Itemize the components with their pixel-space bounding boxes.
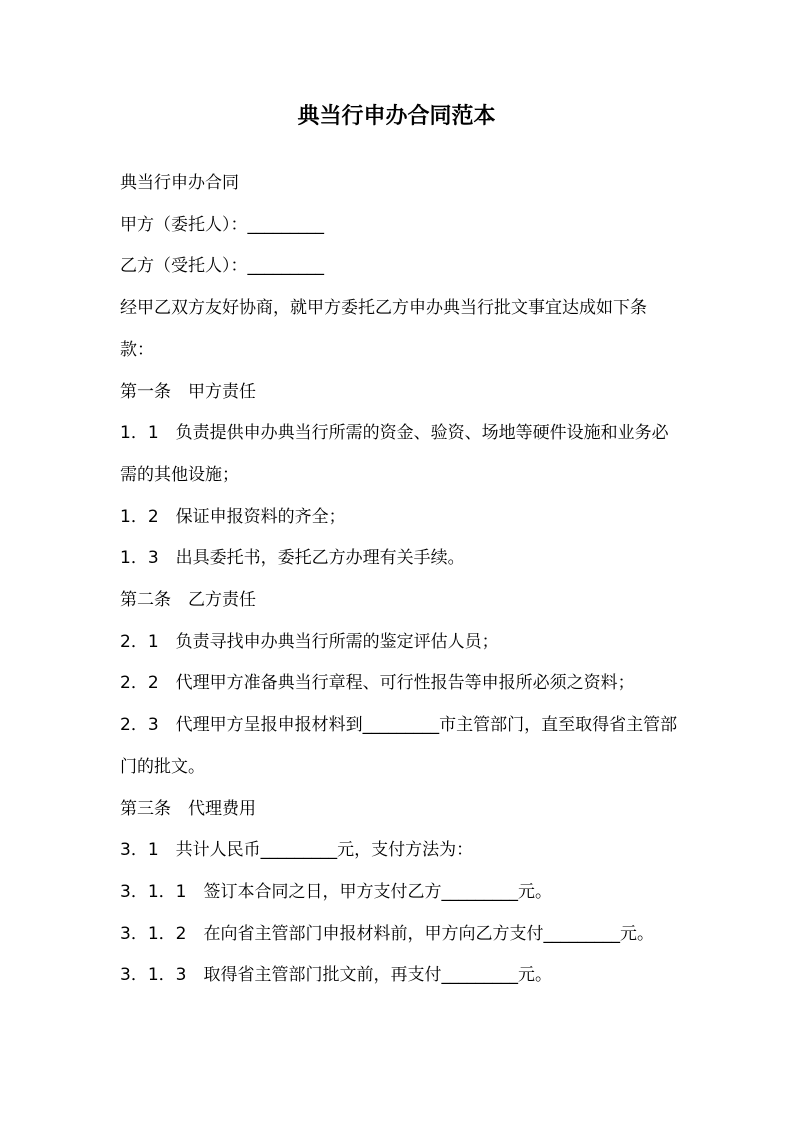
party-b-line: 乙方（受托人）：_________ (120, 256, 324, 277)
document-body (120, 163, 680, 997)
article-1-heading: 第一条 甲方责任 (120, 381, 256, 402)
clause-3-1-3: 3．1．3 取得省主管部门批文前，再支付_________元。 (120, 965, 552, 986)
article-3-heading: 第三条 代理费用 (120, 798, 256, 819)
contract-name: 典当行申办合同 (120, 173, 239, 193)
clause-2-2: 2．2 代理甲方准备典当行章程、可行性报告等申报所必须之资料； (120, 673, 635, 694)
document-title: 典当行申办合同范本 (297, 104, 496, 129)
clause-1-1: 1．1 负责提供申办典当行所需的资金、验资、场地等硬件设施和业务必需的其他设施； (120, 423, 669, 485)
clause-1-2: 1．2 保证申报资料的齐全； (120, 506, 346, 527)
article-2-heading: 第二条 乙方责任 (120, 590, 256, 611)
preamble: 经甲乙双方友好协商，就甲方委托乙方申办典当行批文事宜达成如下条款： (120, 298, 647, 360)
party-a-line: 甲方（委托人）：_________ (120, 214, 324, 235)
clause-1-3: 1．3 出具委托书，委托乙方办理有关手续。 (120, 548, 465, 569)
clause-2-1: 2．1 负责寻找申办典当行所需的鉴定评估人员； (120, 631, 499, 652)
clause-3-1-2: 3．1．2 在向省主管部门申报材料前，甲方向乙方支付_________元。 (120, 923, 654, 944)
clause-3-1-1: 3．1．1 签订本合同之日，甲方支付乙方_________元。 (120, 881, 552, 902)
clause-2-3: 2．3 代理甲方呈报申报材料到_________市主管部门，直至取得省主管部门的批文。 (120, 715, 678, 777)
clause-3-1: 3．1 共计人民币_________元，支付方法为： (120, 840, 474, 861)
